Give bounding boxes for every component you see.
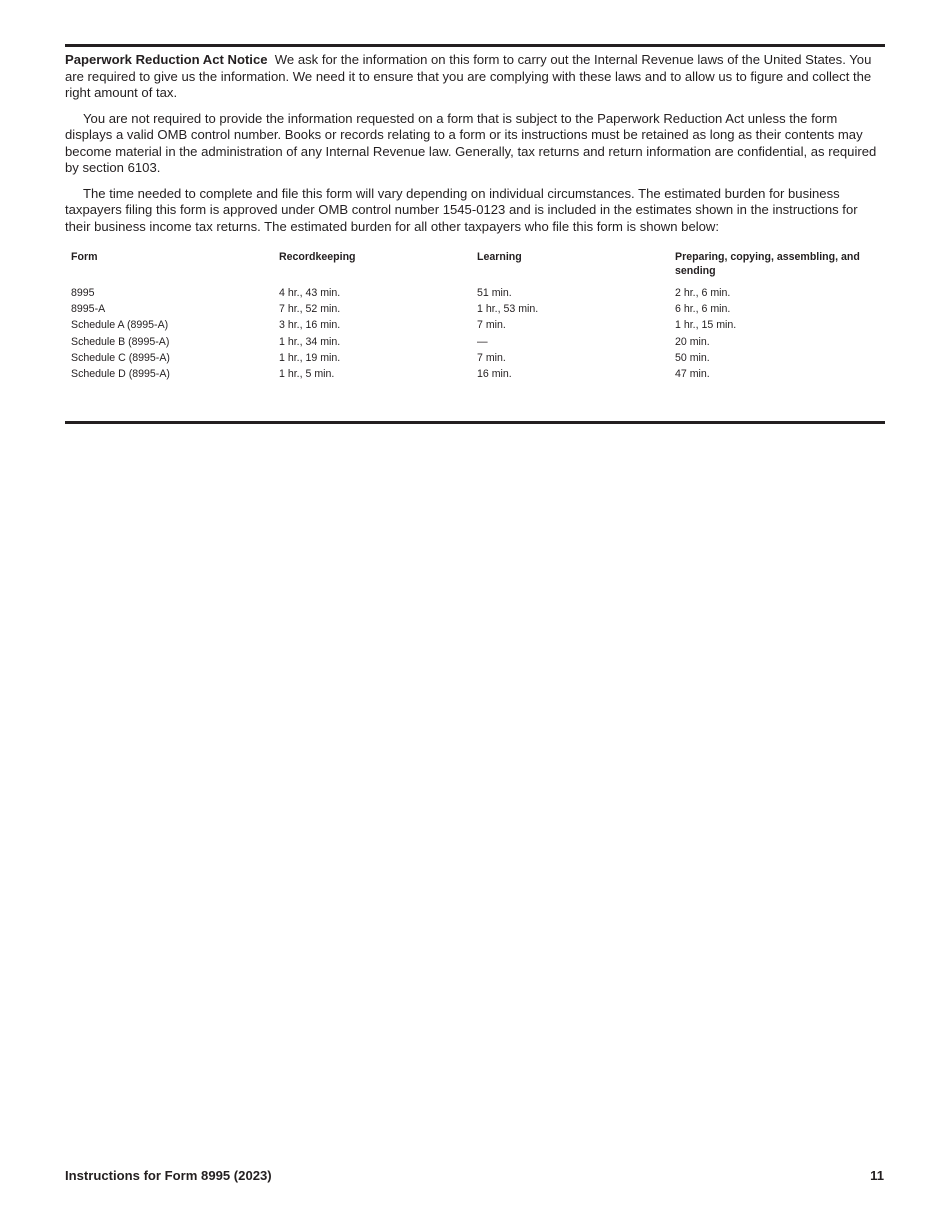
cell-recordkeeping: 1 hr., 19 min. — [279, 351, 341, 364]
table-row — [65, 367, 885, 383]
cell-recordkeeping: 3 hr., 16 min. — [279, 319, 341, 332]
cell-learning: 7 min. — [477, 351, 506, 364]
cell-learning: 7 min. — [477, 319, 506, 332]
notice-paragraph-omb: You are not required to provide the information requested on a form that is subject to the Paperwork Reduction Act unless the form displays a valid OMB control number. Books or records relating to a form or its instructions must be retained as long as their contents may become material in the administration of any Internal Revenue law. Generally, tax returns and return information are confidential, as required by section 6103. — [65, 110, 877, 175]
top-rule — [65, 44, 885, 47]
cell-learning: 51 min. — [477, 287, 512, 299]
cell-preparing: 50 min. — [675, 351, 710, 364]
cell-learning: — — [477, 335, 488, 348]
cell-form: Schedule B (8995-A) — [71, 335, 170, 348]
notice-heading: Paperwork Reduction Act Notice — [65, 52, 268, 67]
cell-learning: 16 min. — [477, 367, 512, 380]
table-row — [65, 302, 885, 318]
cell-preparing: 20 min. — [675, 335, 710, 348]
cell-preparing: 6 hr., 6 min. — [675, 303, 731, 316]
cell-recordkeeping: 1 hr., 34 min. — [279, 335, 341, 348]
cell-learning: 1 hr., 53 min. — [477, 303, 539, 316]
table-row — [65, 286, 885, 302]
cell-recordkeeping: 7 hr., 52 min. — [279, 303, 341, 316]
cell-form: 8995 — [71, 287, 95, 299]
cell-preparing: 47 min. — [675, 367, 710, 380]
cell-recordkeeping: 1 hr., 5 min. — [279, 367, 335, 380]
cell-recordkeeping: 4 hr., 43 min. — [279, 287, 341, 299]
table-row — [65, 318, 885, 334]
notice-paragraph-burden: The time needed to complete and file this form will vary depending on individual circumstances. The estimated burden for business taxpayers filing this form is approved under OMB control number 1545-0123 and is included in the estimates shown in the instructions for their business income tax returns. The estimated burden for all other taxpayers who file this form is shown below: — [65, 185, 858, 234]
footer-title: Instructions for Form 8995 (2023) — [65, 1168, 272, 1183]
burden-table — [65, 250, 885, 383]
cell-form: 8995-A — [71, 303, 106, 316]
cell-form: Schedule D (8995-A) — [71, 367, 170, 380]
cell-preparing: 2 hr., 6 min. — [675, 287, 731, 299]
notice-intro-text: We ask for the information on this form to carry out the Internal Revenue laws of the United States. You are required to give us the information. We need it to ensure that you are complying with these laws and to allow us to figure and collect the right amount of tax. — [65, 52, 872, 100]
cell-form: Schedule C (8995-A) — [71, 351, 170, 364]
header-recordkeeping: Recordkeeping — [279, 251, 356, 263]
burden-table-header-row — [65, 250, 885, 286]
header-form: Form — [71, 251, 98, 263]
table-row — [65, 335, 885, 351]
header-learning: Learning — [477, 251, 522, 263]
table-row — [65, 351, 885, 367]
bottom-rule — [65, 421, 885, 424]
paperwork-notice — [65, 52, 885, 235]
cell-preparing: 1 hr., 15 min. — [675, 319, 737, 332]
page-number: 11 — [870, 1168, 884, 1183]
cell-form: Schedule A (8995-A) — [71, 319, 169, 332]
header-preparing: Preparing, copying, assembling, and sending — [675, 251, 860, 277]
notice-intro-paragraph — [65, 52, 885, 102]
